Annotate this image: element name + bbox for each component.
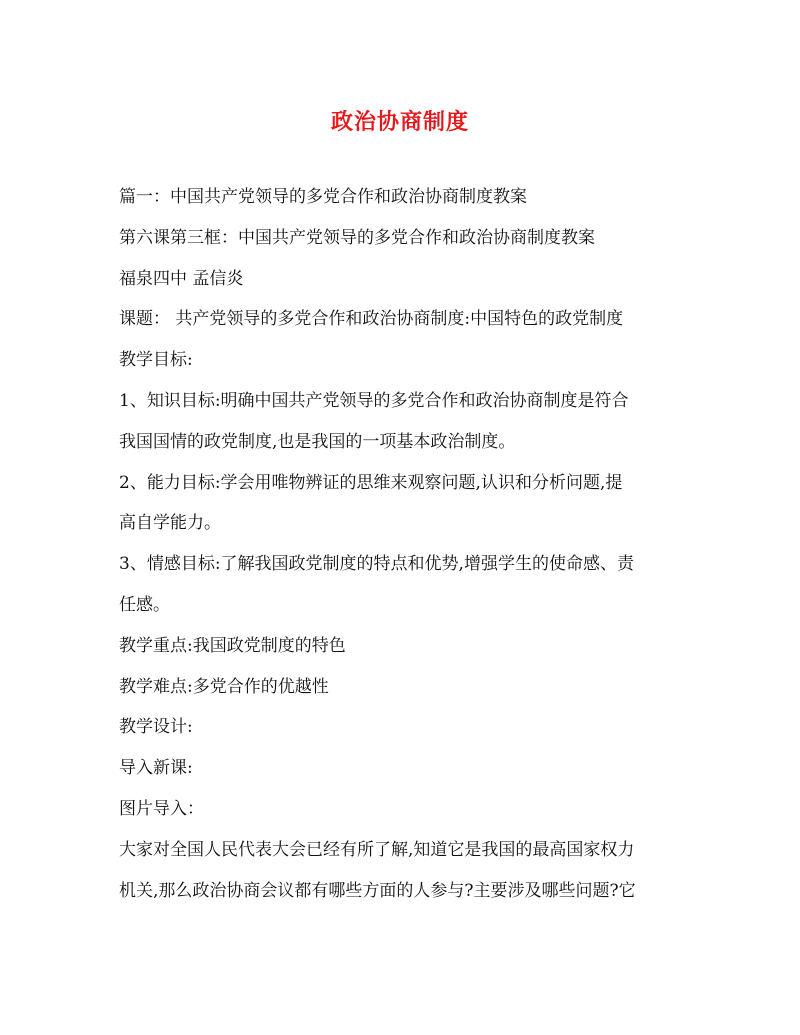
text-line: 3、情感目标:了解我国政党制度的特点和优势,增强学生的使命感、责 [119, 554, 634, 575]
text-line: 图片导入： [119, 798, 204, 819]
text-line: 篇一：中国共产党领导的多党合作和政治协商制度教案 [119, 187, 527, 207]
text-line: 我国国情的政党制度,也是我国的一项基本政治制度。 [119, 431, 516, 452]
document-title: 政治协商制度 [330, 109, 469, 135]
text-line: 导入新课: [119, 758, 193, 779]
text-line: 课题： 共产党领导的多党合作和政治协商制度:中国特色的政党制度 [119, 309, 624, 330]
text-line: 机关,那么政治协商会议都有哪些方面的人参与?主要涉及哪些问题?它 [119, 880, 636, 901]
text-line: 教学设计: [119, 717, 193, 738]
text-line: 2、能力目标:学会用唯物辨证的思维来观察问题,认识和分析问题,提 [119, 472, 623, 493]
text-line: 1、知识目标:明确中国共产党领导的多党合作和政治协商制度是符合 [119, 390, 629, 411]
text-line: 第六课第三框：中国共产党领导的多党合作和政治协商制度教案 [119, 227, 595, 248]
document-body [119, 177, 685, 911]
text-line: 教学目标: [119, 350, 193, 371]
text-line: 福泉四中 孟信炎 [119, 268, 244, 289]
text-line: 教学重点:我国政党制度的特色 [119, 635, 346, 656]
text-line: 高自学能力。 [119, 513, 221, 534]
text-line: 任感。 [119, 594, 170, 615]
text-line: 大家对全国人民代表大会已经有所了解,知道它是我国的最高国家权力 [119, 839, 635, 860]
text-line: 教学难点:多党合作的优越性 [119, 676, 329, 697]
